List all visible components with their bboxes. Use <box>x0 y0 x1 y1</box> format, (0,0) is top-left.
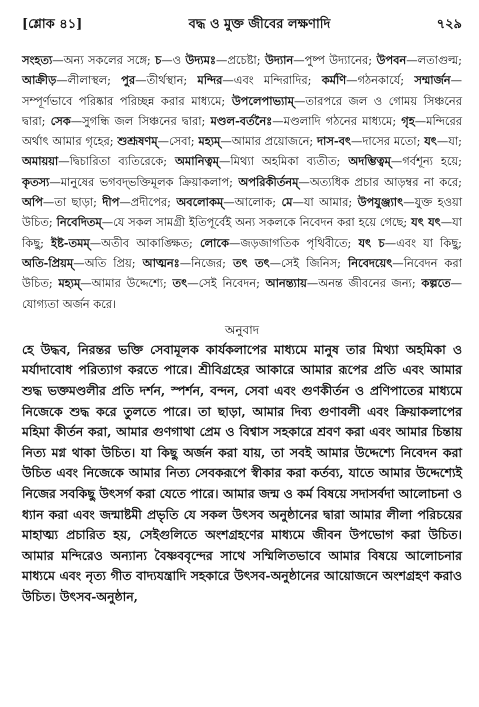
synonym-term: মন্দির <box>197 73 223 88</box>
synonym-term: অতি-প্রিয়ম্ <box>22 255 74 270</box>
synonym-term: নিবেদিতম্ <box>56 215 102 230</box>
synonym-meaning: —তা ছাড়া; <box>42 195 103 210</box>
synonym-term: নিবেদয়েৎ <box>347 255 393 270</box>
synonym-term: মহ্যম্ <box>198 134 221 149</box>
synonym-meaning: —যে সকল সামগ্রী ইতিপূর্বেই অন্য সকলকে নিবেদন করা হয়ে গেছে; <box>101 215 412 230</box>
synonym-meaning: —অত্যধিক প্রচার আড়ম্বর না করে; <box>298 174 462 189</box>
synonym-meaning: —অতীব আকাঙ্ক্ষিত; <box>89 235 200 250</box>
synonym-meaning: —দ্বিচারিতা ব্যতিরেকে; <box>58 154 176 169</box>
synonym-meaning: —অতি প্রিয়; <box>73 255 143 270</box>
synonym-term: গৃহ <box>401 113 415 128</box>
synonym-term: অপরিকীর্তনম্ <box>238 174 299 189</box>
book-page <box>22 10 462 608</box>
synonym-term: পুর <box>121 73 136 88</box>
synonym-meaning: —গঠনকার্যে; <box>346 73 415 88</box>
synonym-meaning: —তীর্থস্থান; <box>135 73 198 88</box>
page-header <box>22 10 462 40</box>
synonym-meaning: —মানুষের ভগবদ্‌ভক্তিমূলক ক্রিয়াকলাপ; <box>49 174 239 189</box>
page-number: ৭২৯ <box>436 17 462 32</box>
synonym-term: যৎ যৎ <box>411 215 441 230</box>
synonym-meaning: —তারপরে জল ও গোময় সিঞ্চনের দ্বারা; <box>22 93 462 128</box>
synonym-term: উদ্যান <box>264 53 294 67</box>
synonym-term: অদম্ভিত্বম্ <box>348 154 391 169</box>
synonym-meaning: —ও <box>161 53 186 67</box>
synonym-meaning: —যা আমার; <box>292 195 358 210</box>
synonym-term: দীপ <box>102 195 120 210</box>
synonym-term: মে <box>281 195 293 210</box>
synonym-term: তৎ <box>172 276 188 291</box>
synonym-term: কল্পতে <box>421 276 451 291</box>
synonym-term: সংহত্য <box>22 53 53 67</box>
synonym-term: মণ্ডল-বর্তনৈঃ <box>210 113 273 128</box>
synonym-meaning: —সেই জিনিস; <box>269 255 348 270</box>
synonyms-paragraph <box>22 50 462 314</box>
synonym-term: তৎ তৎ <box>233 255 270 270</box>
synonym-meaning: —আলোক; <box>223 195 282 210</box>
synonym-term: যৎ চ <box>358 235 385 250</box>
synonym-term: যৎ <box>424 134 437 149</box>
synonym-meaning: —মন্দিরের অর্থাৎ আমার গৃহের; <box>22 113 462 149</box>
synonym-term: আত্মনঃ <box>142 255 180 270</box>
synonym-term: উপলেপাভ্যাম্ <box>231 93 294 108</box>
synonym-term: সেক <box>50 113 71 128</box>
synonym-meaning: —জড়জাগতিক পৃথিবীতে; <box>228 235 359 250</box>
synonym-meaning: —নিবেদন করা উচিত; <box>22 255 462 291</box>
synonym-term: মহ্যম্ <box>58 276 81 291</box>
synonym-meaning: —যোগ্যতা অর্জন করে। <box>22 276 462 311</box>
synonym-term: লোকে <box>199 235 229 250</box>
synonym-term: দাস-বৎ <box>317 134 351 149</box>
synonym-meaning: —অনন্ত জীবনের জন্য; <box>306 276 422 291</box>
synonym-term: অপি <box>22 195 43 210</box>
synonym-meaning: —লতাগুল্ম; <box>406 53 462 67</box>
synonym-term: চ <box>155 53 162 67</box>
synonym-meaning: —আমার উদ্দেশ্যে; <box>80 276 173 291</box>
synonym-term: উদ্যমঃ <box>185 53 216 67</box>
synonym-meaning: —প্রদীপের; <box>119 195 177 210</box>
synonym-meaning: —সেই নিবেদন; <box>187 276 266 291</box>
synonym-term: অবলোকম্ <box>176 195 224 210</box>
synonym-meaning: —মণ্ডলাদি গঠনের মাধ্যমে; <box>272 113 402 128</box>
synonym-meaning: —অন্য সকলের সঙ্গে; <box>52 53 156 67</box>
synonym-meaning: —সেবা; <box>157 134 199 149</box>
synonym-meaning: —এবং মন্দিরাদির; <box>222 73 322 88</box>
synonym-meaning: —এবং যা কিছু; <box>384 235 462 250</box>
synonym-meaning: —মিথ্যা অহমিকা ব্যতীত; <box>219 154 349 169</box>
synonym-term: আনন্ত্যায় <box>265 276 307 291</box>
synonym-meaning: —নিজের; <box>179 255 234 270</box>
synonym-meaning: —সম্পূর্ণভাবে পরিষ্কার পরিচ্ছন্ন করার মাধ্যমে; <box>22 73 462 108</box>
synonym-meaning: —যা; <box>436 134 462 149</box>
translation-paragraph: হে উদ্ধব, নিরন্তর ভক্তি সেবামূলক কার্যকলাপের মাধ্যমে মানুষ তার মিথ্যা অহমিকা ও মর্যাদাবোধ পরিত্যাগ করতে পারে। শ্রীবিগ্রহের আকারে আমার রূপের প্রতি এবং আমার শুদ্ধ ভক্তমণ্ডলীর প্রতি দর্শন, স্পর্শন, বন্দন, সেবা এবং গুণকীর্তন ও প্রণিপাতের মাধ্যমে নিজেকে শুদ্ধ করে তুলতে পারে। তা ছাড়া, আমার দিব্য গুণাবলী এবং ক্রিয়াকলাপের মহিমা কীর্তন করা, আমার গুণগাথা প্রেম ও বিশ্বাস সহকারে শ্রবণ করা এবং আমার চিন্তায় নিত্য মগ্ন থাকা উচিত। যা কিছু অর্জন করা যায়, তা সবই আমার উদ্দেশ্যে নিবেদন করা উচিত এবং নিজেকে আমার নিত্য সেবকরূপে স্বীকার করা কর্তব্য, যাতে আমার উদ্দেশ্যেই নিজের সবকিছু উৎসর্গ করা যেতে পারে। আমার জন্ম ও কর্ম বিষয়ে সদাসর্বদা আলোচনা ও ধ্যান করা এবং জন্মাষ্টমী প্রভৃতি যে সকল উৎসব অনুষ্ঠানের দ্বারা আমার লীলা পরিচয়ের মাহাত্ম্য প্রচারিত হয়, সেইগুলিতে অংশগ্রহণের মাধ্যমে জীবন উপভোগ করা উচিত। আমার মন্দিরেও অন্যান্য বৈষ্ণববৃন্দের সাথে সম্মিলিতভাবে আমার বিষয়ে আলোচনার মাধ্যমে এবং নৃত্য গীত বাদ্যযন্ত্রাদি সহকারে উৎসব-অনুষ্ঠানের আয়োজনে অংশগ্রহণ করাও উচিত। উৎসব-অনুষ্ঠান, <box>22 341 462 604</box>
synonym-term: কর্মণি <box>321 73 347 88</box>
synonym-meaning: —যা কিছু; <box>22 215 462 250</box>
synonym-term: অমানিত্বম্ <box>175 154 220 169</box>
synonym-meaning: —পুষ্প উদ্যানের; <box>293 53 377 67</box>
chapter-title: বদ্ধ ও মুক্ত জীবের লক্ষণাদি <box>188 17 331 32</box>
synonym-term: আক্রীড় <box>22 73 57 88</box>
synonym-meaning: —সুগন্ধি জল সিঞ্চনের দ্বারা; <box>70 113 211 128</box>
synonym-meaning: —লীলাস্থল; <box>56 73 122 88</box>
synonym-meaning: —গর্বশূন্য হয়ে; <box>390 154 462 169</box>
synonym-term: শুশ্রূষণম্ <box>117 134 158 149</box>
synonym-term: উপযুঞ্জ্যাৎ <box>357 195 404 210</box>
synonym-term: উপবন <box>376 53 407 67</box>
synonym-term: সম্মার্জন <box>414 73 451 88</box>
synonym-term: ইষ্ট-তমম্ <box>51 235 90 250</box>
synonym-meaning: —দাসের মতো; <box>351 134 425 149</box>
verse-reference: [শ্লোক ৪১] <box>22 17 83 32</box>
synonym-meaning: —আমার প্রয়োজনে; <box>220 134 318 149</box>
synonym-meaning: —প্রচেষ্টা; <box>215 53 265 67</box>
section-title: অনুবাদ <box>224 322 260 337</box>
synonym-term: অমায়য়া <box>22 154 59 169</box>
synonym-term: কৃতস্য <box>22 174 50 189</box>
synonym-meaning: —যুক্ত হওয়া উচিত; <box>22 195 463 230</box>
